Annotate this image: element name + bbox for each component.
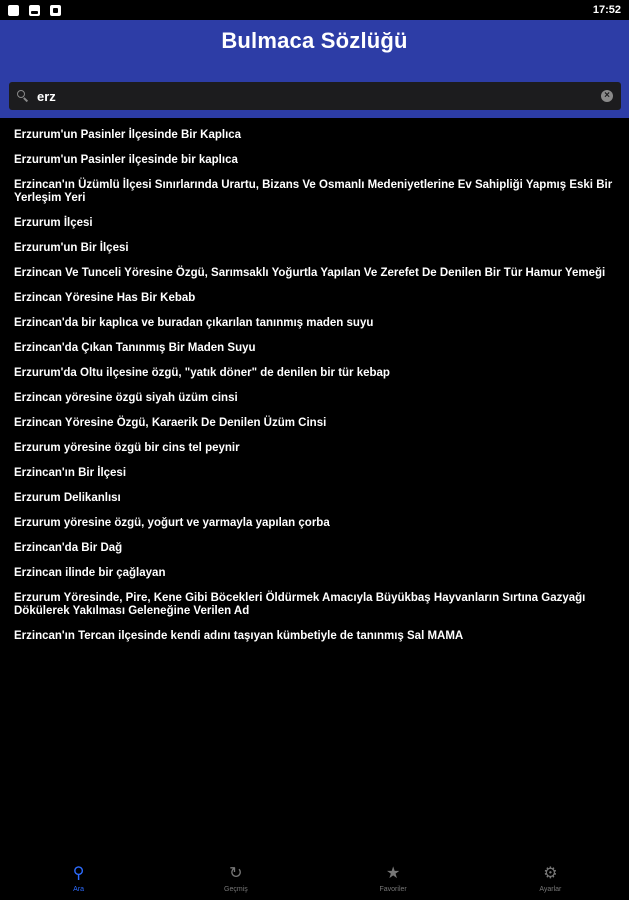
- nav-item-settings[interactable]: [500, 866, 600, 893]
- list-item[interactable]: Erzincan'ın Üzümlü İlçesi Sınırlarında Urartu, Bizans Ve Osmanlı Medeniyetlerine Ev Sahipliği Yapmış Eski Bir Yerleşim Yeri: [14, 179, 613, 204]
- clear-icon[interactable]: ×: [601, 90, 613, 102]
- list-item[interactable]: Erzincan yöresine özgü siyah üzüm cinsi: [14, 392, 238, 404]
- notification-icons: [8, 5, 61, 16]
- list-item[interactable]: Erzurum'un Pasinler İlçesinde Bir Kaplıca: [14, 129, 242, 141]
- app-title: Bulmaca Sözlüğü: [221, 28, 408, 53]
- list-item[interactable]: Erzincan Ve Tunceli Yöresine Özgü, Sarımsaklı Yoğurtla Yapılan Ve Zerefet De Denilen Bir Tür Hamur Yemeği: [14, 267, 606, 279]
- list-item[interactable]: Erzincan Yöresine Has Bir Kebab: [14, 292, 196, 304]
- list-item[interactable]: Erzincan'da bir kaplıca ve buradan çıkarılan tanınmış maden suyu: [14, 317, 374, 329]
- list-item[interactable]: Erzincan'da Bir Dağ: [14, 542, 123, 554]
- nav-label-history: Geçmiş: [224, 885, 248, 893]
- history-icon: ↻: [229, 864, 243, 882]
- search-icon: ⚲: [72, 864, 85, 882]
- status-time: 17:52: [592, 4, 621, 16]
- list-item[interactable]: Erzurum'un Bir İlçesi: [14, 242, 129, 254]
- download-notification-icon: [50, 5, 61, 16]
- list-item[interactable]: Erzincan'ın Tercan ilçesinde kendi adını taşıyan kümbetiyle de tanınmış Sal MAMA: [14, 630, 464, 642]
- search-box[interactable]: [9, 82, 621, 110]
- list-item[interactable]: Erzurum Delikanlısı: [14, 492, 121, 504]
- list-item[interactable]: Erzurum yöresine özgü, yoğurt ve yarmayla yapılan çorba: [14, 517, 330, 529]
- list-item[interactable]: Erzincan'da Çıkan Tanınmış Bir Maden Suyu: [14, 342, 256, 354]
- nav-item-history[interactable]: [186, 866, 286, 893]
- list-item[interactable]: Erzurum'da Oltu ilçesine özgü, "yatık döner" de denilen bir tür kebap: [14, 367, 390, 379]
- list-item[interactable]: Erzincan'ın Bir İlçesi: [14, 467, 127, 479]
- list-item[interactable]: Erzurum İlçesi: [14, 217, 93, 229]
- list-item[interactable]: Erzincan ilinde bir çağlayan: [14, 567, 166, 579]
- nav-label-search: Ara: [73, 885, 85, 893]
- search-input[interactable]: [37, 89, 601, 104]
- list-item[interactable]: Erzurum yöresine özgü bir cins tel peynir: [14, 442, 240, 454]
- nav-item-favorites[interactable]: [343, 866, 443, 893]
- bottom-nav: [0, 858, 629, 900]
- gear-icon: ⚙: [543, 864, 558, 882]
- notification-square-icon: [8, 5, 19, 16]
- result-list: [0, 124, 629, 650]
- status-bar: [0, 0, 629, 20]
- star-icon: ★: [385, 864, 401, 882]
- nav-item-search[interactable]: [29, 866, 129, 893]
- app-bar: [0, 20, 629, 118]
- list-item[interactable]: Erzurum'un Pasinler ilçesinde bir kaplıca: [14, 154, 238, 166]
- search-icon: [17, 90, 29, 102]
- nav-label-favorites: Favoriler: [379, 885, 407, 893]
- nav-label-settings: Ayarlar: [539, 885, 562, 893]
- list-item[interactable]: Erzincan Yöresine Özgü, Karaerik De Denilen Üzüm Cinsi: [14, 417, 327, 429]
- list-item[interactable]: Erzurum Yöresinde, Pire, Kene Gibi Böcekleri Öldürmek Amacıyla Büyükbaş Hayvanların Sırtına Gazyağı Dökülerek Yakılması Geleneğine Verilen Ad: [14, 592, 586, 617]
- image-notification-icon: [29, 5, 40, 16]
